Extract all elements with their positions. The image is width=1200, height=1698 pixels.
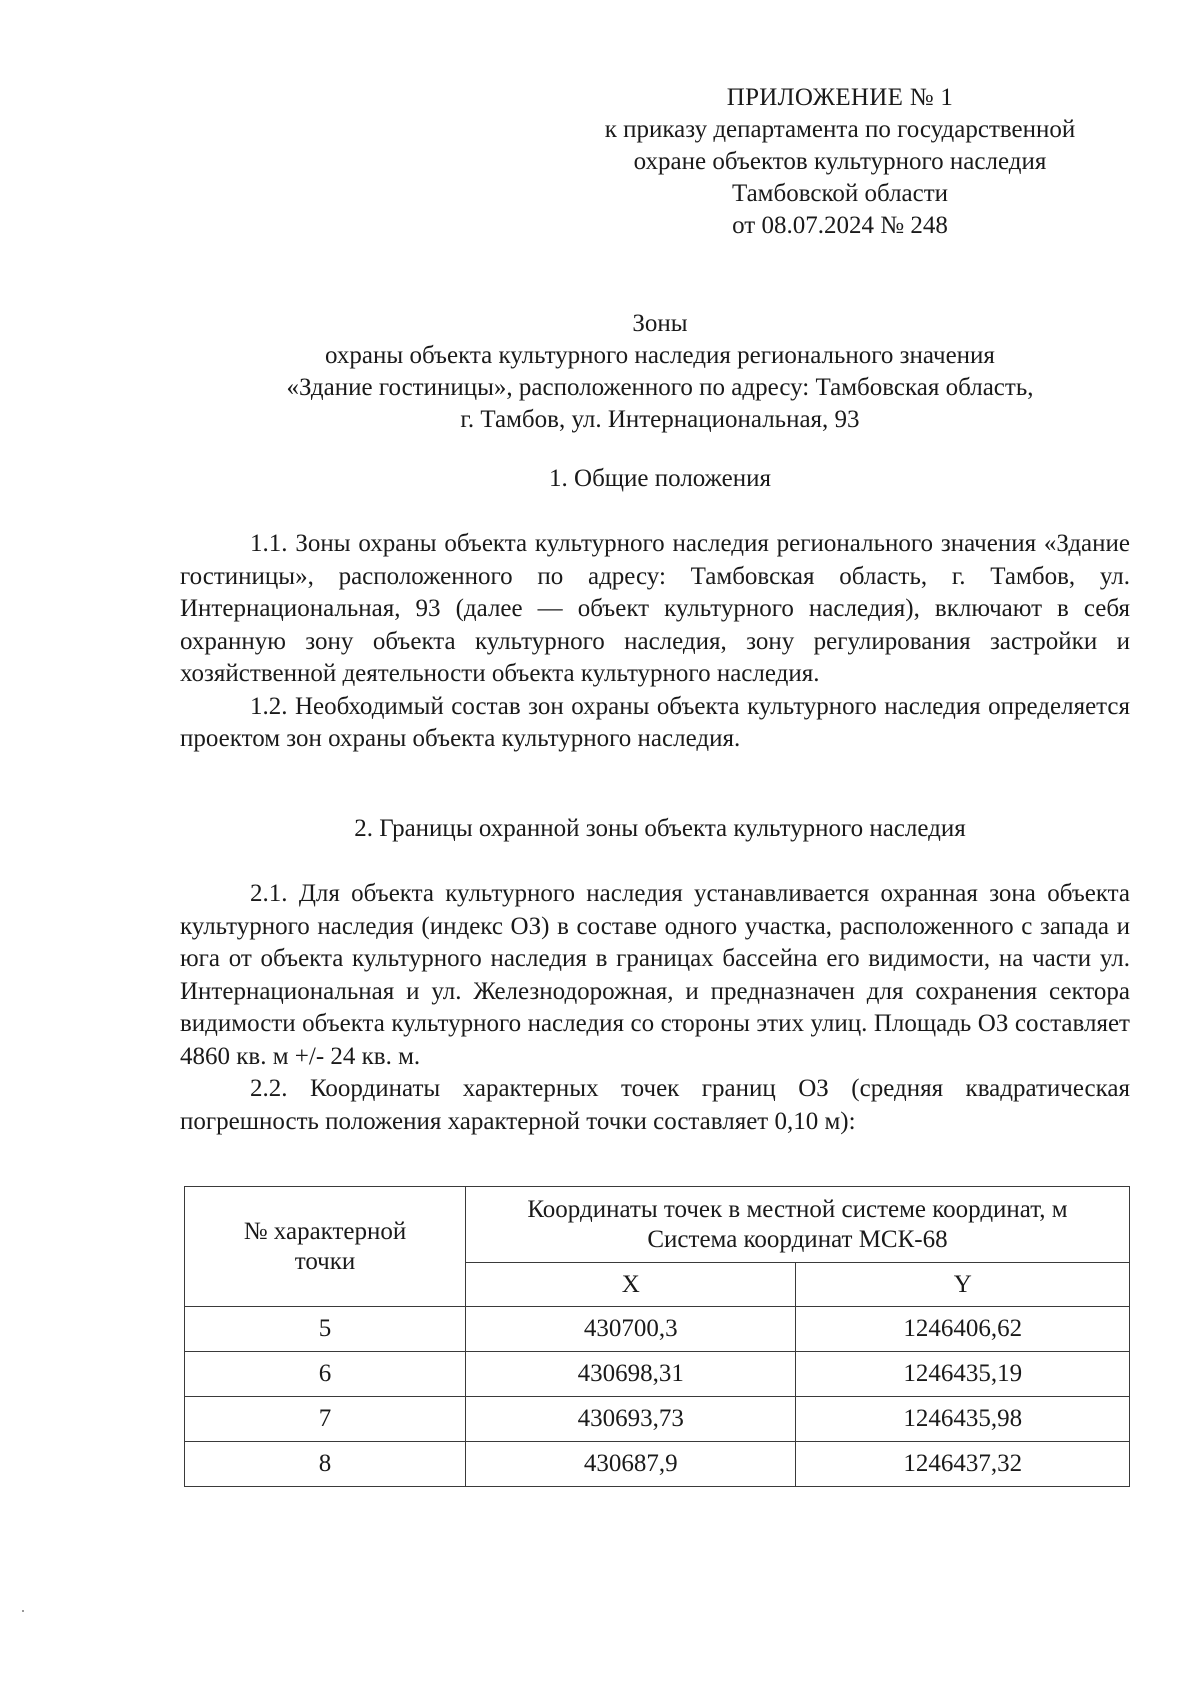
- section-2-body: [180, 878, 1130, 1138]
- paragraph-2-2: 2.2. Координаты характерных точек границ ОЗ (средняя квадратическая погрешность положения характерной точки составляет 0,10 м):: [180, 1075, 1130, 1135]
- cell-y: 1246435,98: [796, 1397, 1130, 1442]
- document-title: [180, 308, 1140, 436]
- cell-point: 8: [185, 1442, 466, 1487]
- cell-x: 430693,73: [465, 1397, 795, 1442]
- header-coords-line: Координаты точек в местной системе координат, м: [527, 1195, 1068, 1223]
- paragraph-1-2: 1.2. Необходимый состав зон охраны объекта культурного наследия определяется проектом зон охраны объекта культурного наследия.: [180, 692, 1130, 752]
- title-line: г. Тамбов, ул. Интернациональная, 93: [460, 406, 860, 433]
- appendix-line: Тамбовской области: [731, 180, 949, 207]
- cell-x: 430687,9: [465, 1442, 795, 1487]
- section-2-heading: 2. Границы охранной зоны объекта культурного наследия: [354, 815, 966, 842]
- cell-y: 1246435,19: [796, 1352, 1130, 1397]
- cell-x: 430700,3: [465, 1307, 795, 1352]
- appendix-title: ПРИЛОЖЕНИЕ № 1: [726, 84, 954, 111]
- title-line: Зоны: [632, 310, 688, 337]
- cell-point: 6: [185, 1352, 466, 1397]
- cell-x: 430698,31: [465, 1352, 795, 1397]
- table-row: [185, 1307, 1130, 1352]
- header-point-number: [185, 1187, 466, 1307]
- header-point-line: № характерной: [243, 1217, 407, 1245]
- paragraph-1-1: 1.1. Зоны охраны объекта культурного наследия регионального значения «Здание гостиницы», расположенного по адресу: Тамбовская область, г. Тамбов, ул. Интернациональная, 93 (далее — объект культурного наследия), включают в себя охранную зону объекта культурного наследия, зону регулирования застройки и хозяйственной деятельности объекта культурного наследия.: [180, 530, 1130, 687]
- cell-point: 7: [185, 1397, 466, 1442]
- header-point-line: точки: [294, 1247, 356, 1275]
- appendix-line: к приказу департамента по государственной: [604, 116, 1076, 143]
- section-1-heading: 1. Общие положения: [549, 465, 771, 492]
- title-line: охраны объекта культурного наследия регионального значения: [325, 342, 995, 369]
- table-row: [185, 1442, 1130, 1487]
- paragraph-2-1: 2.1. Для объекта культурного наследия устанавливается охранная зона объекта культурного наследия (индекс ОЗ) в составе одного участка, расположенного с запада и юга от объекта культурного наследия в границах бассейна его видимости, на части ул. Интернациональная и ул. Железнодорожная, и предназначен для сохранения сектора видимости объекта культурного наследия со стороны этих улиц. Площадь ОЗ составляет 4860 кв. м +/- 24 кв. м.: [180, 880, 1130, 1070]
- cell-point: 5: [185, 1307, 466, 1352]
- header-coordinates: [465, 1187, 1129, 1263]
- cell-y: 1246406,62: [796, 1307, 1130, 1352]
- appendix-line: охране объектов культурного наследия: [633, 148, 1047, 175]
- appendix-block: [560, 82, 1120, 242]
- appendix-date: от 08.07.2024 № 248: [732, 212, 948, 239]
- scan-speck: [22, 1610, 24, 1612]
- header-coords-system: Система координат МСК-68: [647, 1225, 948, 1253]
- table-row: [185, 1397, 1130, 1442]
- header-y: Y: [796, 1263, 1130, 1307]
- coordinates-table: [184, 1186, 1130, 1487]
- cell-y: 1246437,32: [796, 1442, 1130, 1487]
- header-x: X: [465, 1263, 795, 1307]
- section-1-body: [180, 528, 1130, 756]
- table-row: [185, 1352, 1130, 1397]
- title-line: «Здание гостиницы», расположенного по адресу: Тамбовская область,: [286, 374, 1034, 401]
